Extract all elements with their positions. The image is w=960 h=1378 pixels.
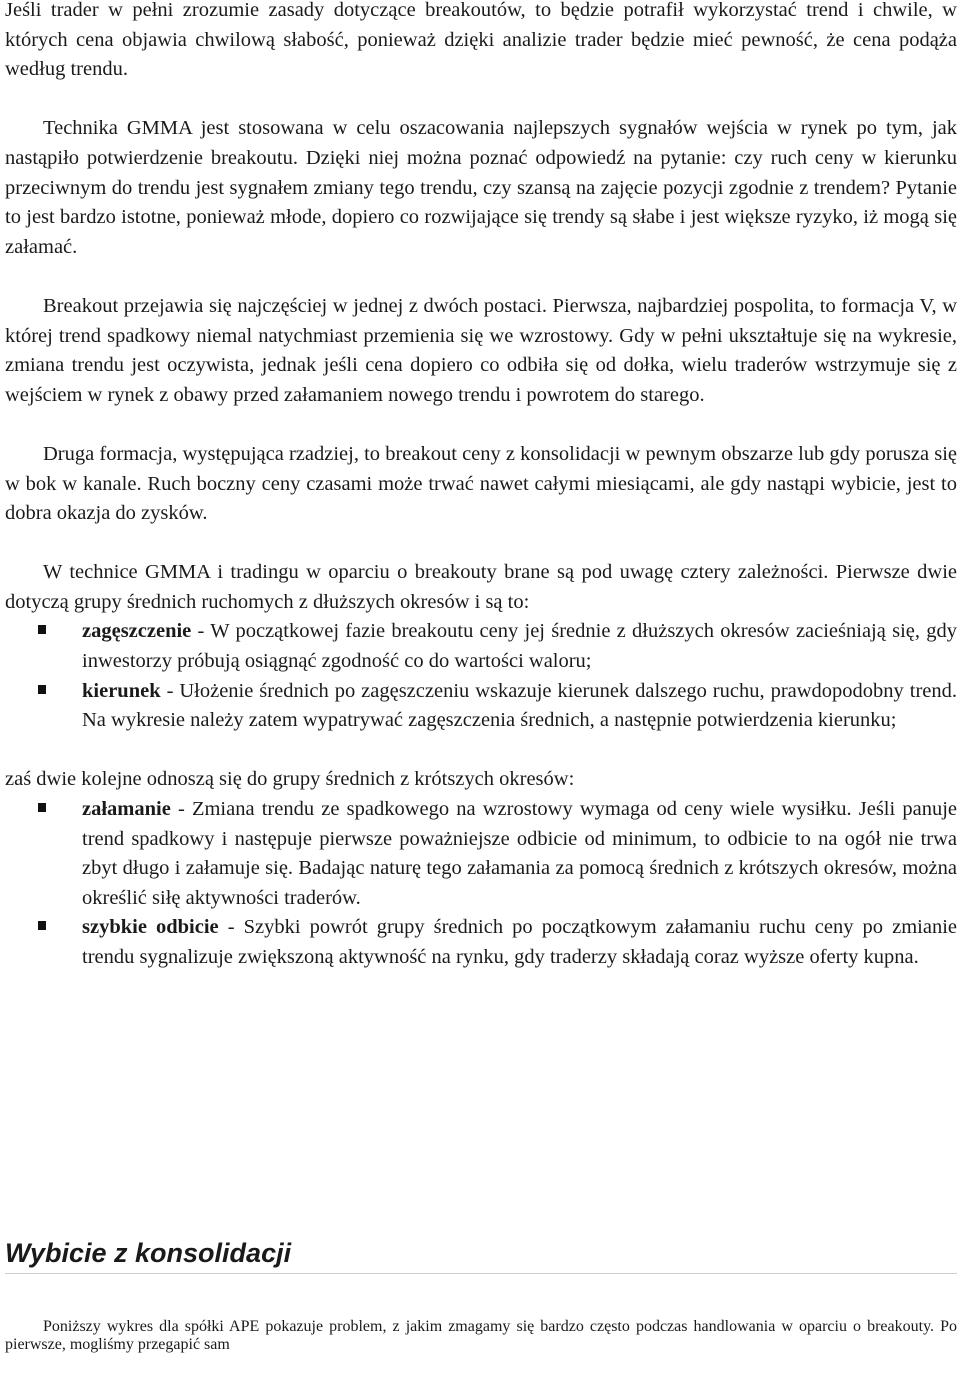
list-item-collapse bbox=[5, 795, 957, 913]
section-heading: Wybicie z konsolidacji bbox=[5, 1233, 957, 1274]
paragraph-breakout-intro: Jeśli trader w pełni zrozumie zasady dotyczące breakoutów, to będzie potrafił wykorzystać trend i chwile, w których cena objawia chwilową słabość, ponieważ dzięki analizie trader będzie mieć pewność, że cena podąża według trendu. bbox=[5, 0, 957, 81]
square-bullet-icon bbox=[38, 685, 46, 694]
definition-compression: - W początkowej fazie breakoutu ceny jej średnie z dłuższych okresów zacieśniają się, gdy inwestorzy próbują osiągnąć zgodność co do wartości waloru; bbox=[82, 620, 957, 673]
term-quick-rebound: szybkie odbicie bbox=[82, 916, 219, 939]
square-bullet-icon bbox=[38, 921, 46, 930]
paragraph-four-dependencies: W technice GMMA i tradingu w oparciu o breakouty brane są pod uwagę cztery zależności. Pierwsze dwie dotyczą grupy średnich ruchomych z dłuższych okresów i są to: bbox=[5, 561, 957, 613]
term-compression: zagęszczenie bbox=[82, 620, 192, 643]
short-period-list bbox=[5, 795, 957, 973]
square-bullet-icon bbox=[38, 803, 46, 812]
paragraph-consolidation-form: Druga formacja, występująca rzadziej, to breakout ceny z konsolidacji w pewnym obszarze lub gdy porusza się w bok w kanale. Ruch boczny ceny czasami może trwać nawet całymi miesiącami, ale gdy nastąpi wybicie, jest to dobra okazja do zysków. bbox=[5, 442, 957, 525]
paragraph-ape-chart-intro: Poniższy wykres dla spółki APE pokazuje problem, z jakim zmagamy się bardzo często podczas handlowania w oparciu o breakouty. Po pierwsze, mogliśmy przegapić sam bbox=[5, 1318, 957, 1353]
list-item-compression bbox=[5, 617, 957, 676]
paragraph-gmma-technique: Technika GMMA jest stosowana w celu oszacowania najlepszych sygnałów wejścia w rynek po tym, jak nastąpiło potwierdzenie breakoutu. Dzięki niej można poznać odpowiedź na pytanie: czy ruch ceny w kierunku przeciwnym do trendu jest sygnałem zmiany tego trendu, czy szansą na zajęcie pozycji zgodnie z trendem? Pytanie to jest bardzo istotne, ponieważ młode, dopiero co rozwijające się trendy są słabe i jest większe ryzyko, iż mogą się załamać. bbox=[5, 117, 957, 258]
document-body bbox=[5, 0, 957, 973]
paragraph-breakout-forms: Breakout przejawia się najczęściej w jednej z dwóch postaci. Pierwsza, najbardziej pospolita, to formacja V, w której trend spadkowy niemal natychmiast przemienia się we wzrostowy. Gdy w pełni ukształtuje się na wykresie, zmiana trendu jest oczywista, jednak jeśli cena dopiero co odbiła się od dołka, wielu traderów wstrzymuje się z wejściem w rynek z obawy przed załamaniem nowego trendu i powrotem do starego. bbox=[5, 294, 957, 406]
term-collapse: załamanie bbox=[82, 798, 171, 821]
term-direction: kierunek bbox=[82, 679, 161, 702]
definition-quick-rebound: - Szybki powrót grupy średnich po początkowym załamaniu ruchu ceny po zmianie trendu sygnalizuje zwiększoną aktywność na rynku, gdy traderzy składają coraz wyższe oferty kupna. bbox=[82, 916, 957, 968]
list-item-direction bbox=[5, 677, 957, 736]
paragraph-short-period-intro: zaś dwie kolejne odnoszą się do grupy średnich z krótszych okresów: bbox=[5, 768, 575, 791]
definition-collapse: - Zmiana trendu ze spadkowego na wzrostowy wymaga od ceny wiele wysiłku. Jeśli panuje trend spadkowy i następuje pierwsze poważniejsze odbicie od minimum, to odbicie to na ogół nie trwa zbyt długo i załamuje się. Badając naturę tego załamania za pomocą średnich z krótszych okresów, można określić siłę aktywności traderów. bbox=[82, 798, 957, 909]
long-period-list bbox=[5, 617, 957, 735]
section-body bbox=[5, 1318, 957, 1354]
definition-direction: - Ułożenie średnich po zagęszczeniu wskazuje kierunek dalszego ruchu, prawdopodobny trend. Na wykresie należy zatem wypatrywać zagęszczenia średnich, a następnie potwierdzenia kierunku; bbox=[82, 679, 957, 732]
square-bullet-icon bbox=[38, 625, 46, 634]
list-item-quick-rebound bbox=[5, 913, 957, 972]
